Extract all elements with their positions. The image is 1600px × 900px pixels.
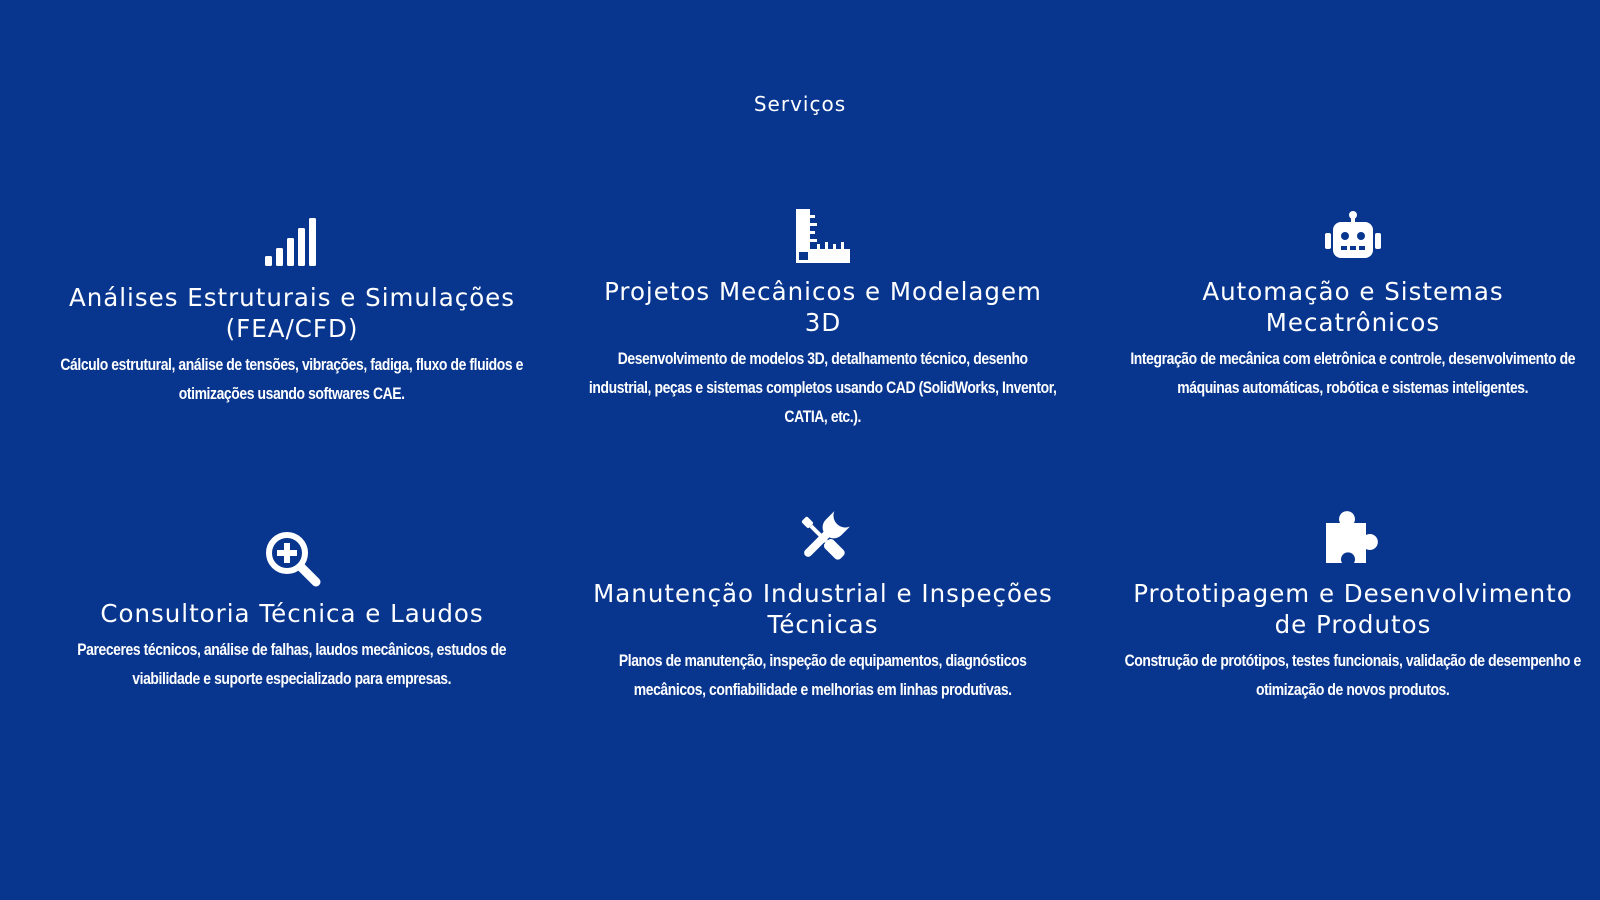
service-card-prototyping (1118, 508, 1588, 704)
service-card-consulting (57, 528, 527, 693)
magnifier-plus-icon (57, 528, 527, 588)
puzzle-piece-icon (1118, 508, 1588, 568)
service-description: Pareceres técnicos, análise de falhas, laudos mecânicos, estudos de viabilidade e suporte especializado para empresas. (77, 640, 507, 688)
service-description: Cálculo estrutural, análise de tensões, vibrações, fadiga, fluxo de fluidos e otimizações usando softwares CAE. (60, 355, 524, 403)
service-card-maintenance (588, 508, 1058, 704)
service-title: Consultoria Técnica e Laudos (100, 599, 484, 628)
service-title: Análises Estruturais e Simulações (FEA/CFD) (68, 283, 516, 343)
robot-icon (1118, 206, 1588, 266)
service-description: Construção de protótipos, testes funcionais, validação de desempenho e otimização de novos produtos. (1124, 651, 1582, 699)
service-title: Prototipagem e Desenvolvimento de Produtos (1133, 579, 1573, 639)
service-card-mechanical-projects (588, 206, 1058, 431)
service-description: Integração de mecânica com eletrônica e controle, desenvolvimento de máquinas automáticas, robótica e sistemas inteligentes. (1130, 349, 1576, 397)
ruler-combined-icon (588, 206, 1058, 266)
service-description: Desenvolvimento de modelos 3D, detalhamento técnico, desenho industrial, peças e sistemas completos usando CAD (SolidWorks, Inventor, CATIA, etc.). (589, 349, 1057, 426)
section-title: Serviços (753, 92, 847, 116)
signal-bars-icon (57, 212, 527, 272)
tools-icon (588, 508, 1058, 568)
service-title: Projetos Mecânicos e Modelagem 3D (604, 277, 1042, 337)
service-title: Automação e Sistemas Mecatrônicos (1202, 277, 1504, 337)
service-card-automation (1118, 206, 1588, 402)
service-description: Planos de manutenção, inspeção de equipamentos, diagnósticos mecânicos, confiabilidade e melhorias em linhas produtivas. (619, 651, 1027, 699)
service-card-structural-analysis (57, 212, 527, 408)
service-title: Manutenção Industrial e Inspeções Técnicas (593, 579, 1053, 639)
